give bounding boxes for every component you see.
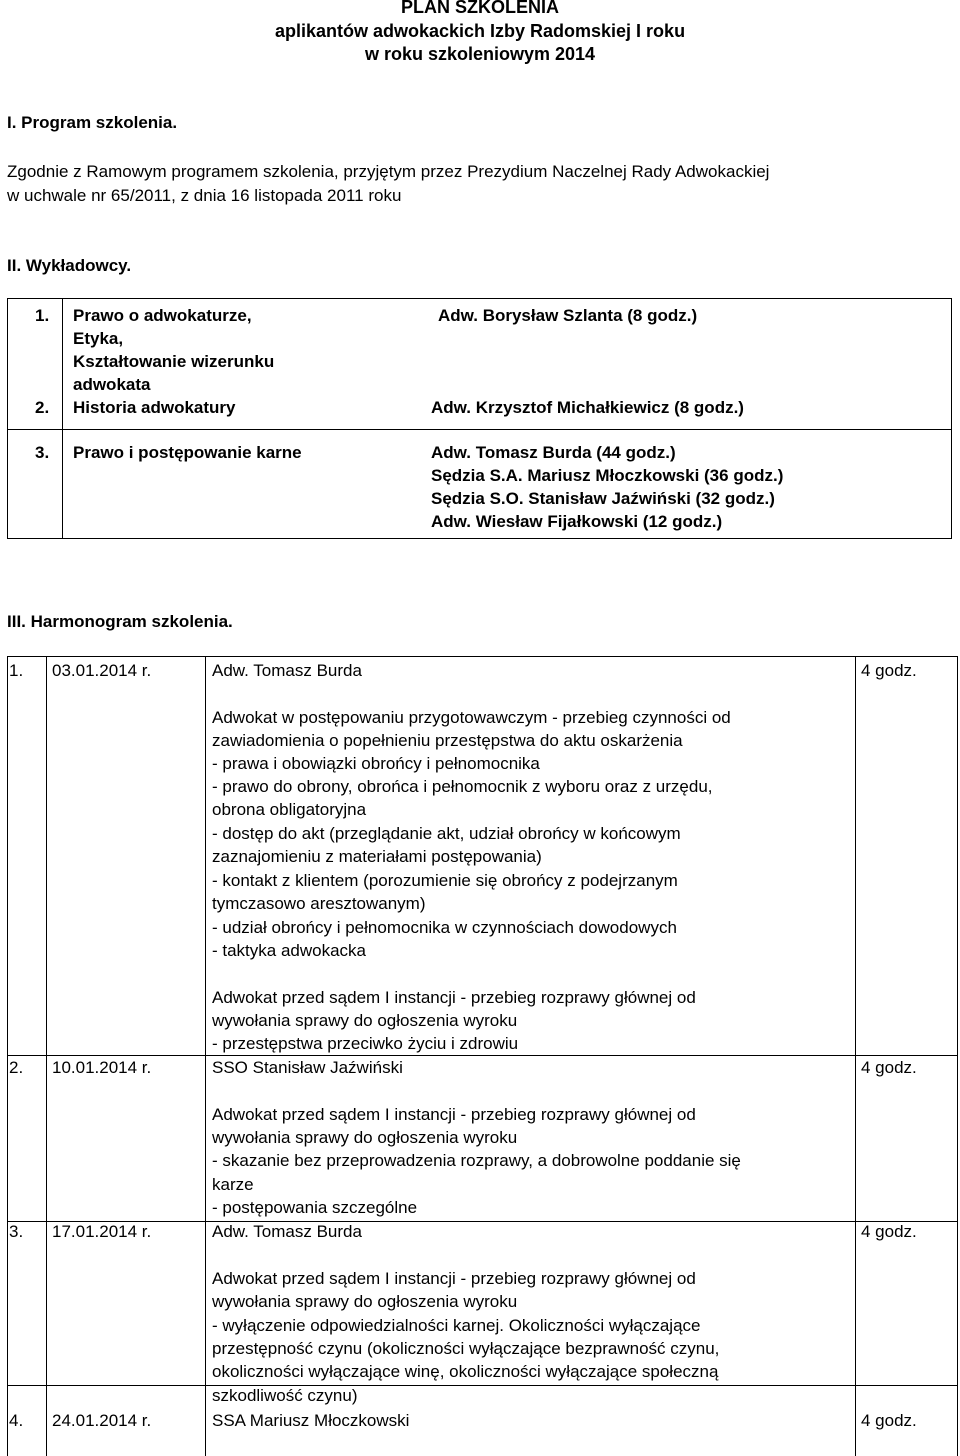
- schedule-col-divider: [855, 657, 856, 1456]
- schedule-col-divider: [205, 657, 206, 1456]
- document-subtitle-year: w roku szkoleniowym 2014: [364, 44, 596, 64]
- lecturer-subject-line: Prawo o adwokaturze,: [73, 306, 252, 325]
- schedule-topic-line: - przestępstwa przeciwko życiu i zdrowiu: [212, 1034, 519, 1053]
- lecturer-subject-line: Etyka,: [73, 329, 124, 348]
- lecturer-name: Adw. Wiesław Fijałkowski (12 godz.): [431, 512, 723, 531]
- lecturer-name: Adw. Borysław Szlanta (8 godz.): [438, 306, 698, 325]
- schedule-topic-line: okoliczności wyłączające winę, okoliczności wyłączające społeczną: [212, 1362, 719, 1381]
- lecturers-table: [7, 298, 952, 539]
- lecturer-name: Adw. Tomasz Burda (44 godz.): [431, 443, 676, 462]
- schedule-topic-line: - wyłączenie odpowiedzialności karnej. Okoliczności wyłączające: [212, 1316, 701, 1335]
- schedule-table: [7, 656, 958, 1456]
- schedule-lecturer: Adw. Tomasz Burda: [212, 661, 362, 680]
- section-schedule-heading: III. Harmonogram szkolenia.: [7, 612, 233, 631]
- schedule-topic-line: Adwokat przed sądem I instancji - przebieg rozprawy głównej od: [212, 1269, 696, 1288]
- lecturer-subject-line: Prawo i postępowanie karne: [73, 443, 302, 462]
- schedule-hours: 4 godz.: [861, 1222, 917, 1241]
- schedule-topic-line: - skazanie bez przeprowadzenia rozprawy, a dobrowolne poddanie się: [212, 1151, 741, 1170]
- lecturer-row-number: 2.: [35, 398, 50, 417]
- schedule-hours: 4 godz.: [861, 1058, 917, 1077]
- schedule-topic-line: Adwokat przed sądem I instancji - przebieg rozprawy głównej od: [212, 988, 696, 1007]
- schedule-date: 10.01.2014 r.: [52, 1058, 152, 1077]
- schedule-topic-line: - postępowania szczególne: [212, 1198, 418, 1217]
- schedule-topic-line: Adwokat przed sądem I instancji - przebieg rozprawy głównej od: [212, 1105, 696, 1124]
- schedule-lecturer: Adw. Tomasz Burda: [212, 1222, 362, 1241]
- section-program-heading: I. Program szkolenia.: [7, 113, 178, 132]
- lecturer-row-number: 1.: [35, 306, 50, 325]
- schedule-date: 17.01.2014 r.: [52, 1222, 152, 1241]
- schedule-topic-line: Adwokat w postępowaniu przygotowawczym - przebieg czynności od: [212, 708, 731, 727]
- schedule-row-number: 1.: [9, 661, 24, 680]
- schedule-topic-line: wywołania sprawy do ogłoszenia wyroku: [212, 1011, 518, 1030]
- schedule-topic-line: tymczasowo aresztowanym): [212, 894, 426, 913]
- schedule-date: 03.01.2014 r.: [52, 661, 152, 680]
- schedule-topic-line: zawiadomienia o popełnieniu przestępstwa do aktu oskarżenia: [212, 731, 683, 750]
- schedule-lecturer: SSA Mariusz Młoczkowski: [212, 1411, 410, 1430]
- schedule-topic-line: - prawa i obowiązki obrońcy i pełnomocnika: [212, 754, 540, 773]
- schedule-topic-line: - dostęp do akt (przeglądanie akt, udział obrońcy w końcowym: [212, 824, 681, 843]
- schedule-topic-line: - udział obrońcy i pełnomocnika w czynnościach dowodowych: [212, 918, 677, 937]
- schedule-topic-line: szkodliwość czynu): [212, 1386, 358, 1405]
- document-subtitle: aplikantów adwokackich Izby Radomskiej I roku: [274, 21, 686, 41]
- lecturer-subject-line: adwokata: [73, 375, 151, 394]
- schedule-hours: 4 godz.: [861, 1411, 917, 1430]
- schedule-row-number: 2.: [9, 1058, 24, 1077]
- lecturer-name: Adw. Krzysztof Michałkiewicz (8 godz.): [431, 398, 744, 417]
- schedule-row-number: 4.: [9, 1411, 24, 1430]
- schedule-topic-line: - taktyka adwokacka: [212, 941, 367, 960]
- schedule-topic-line: zaznajomieniu z materiałami postępowania): [212, 847, 542, 866]
- schedule-col-divider: [46, 657, 47, 1456]
- document-title: PLAN SZKOLENIA: [400, 0, 559, 17]
- intro-line-1: Zgodnie z Ramowym programem szkolenia, przyjętym przez Prezydium Naczelnej Rady Adwokackiej: [7, 162, 770, 181]
- lecturers-table-divider: [62, 299, 63, 538]
- schedule-topic-line: - prawo do obrony, obrońca i pełnomocnik z wyboru oraz z urzędu,: [212, 777, 713, 796]
- schedule-topic-line: wywołania sprawy do ogłoszenia wyroku: [212, 1128, 518, 1147]
- schedule-topic-line: karze: [212, 1175, 254, 1194]
- schedule-row-number: 3.: [9, 1222, 24, 1241]
- lecturer-subject-line: Historia adwokatury: [73, 398, 236, 417]
- schedule-topic-line: obrona obligatoryjna: [212, 800, 367, 819]
- schedule-lecturer: SSO Stanisław Jaźwiński: [212, 1058, 403, 1077]
- lecturers-table-row-divider: [8, 429, 951, 430]
- section-lecturers-heading: II. Wykładowcy.: [7, 256, 132, 275]
- schedule-row-divider: [8, 1385, 957, 1386]
- lecturer-row-number: 3.: [35, 443, 50, 462]
- lecturer-name: Sędzia S.O. Stanisław Jaźwiński (32 godz.): [431, 489, 775, 508]
- schedule-topic-line: wywołania sprawy do ogłoszenia wyroku: [212, 1292, 518, 1311]
- schedule-topic-line: przestępność czynu (okoliczności wyłączające bezprawność czynu,: [212, 1339, 720, 1358]
- schedule-date: 24.01.2014 r.: [52, 1411, 152, 1430]
- lecturer-name: Sędzia S.A. Mariusz Młoczkowski (36 godz.): [431, 466, 784, 485]
- intro-line-2: w uchwale nr 65/2011, z dnia 16 listopada 2011 roku: [7, 186, 402, 205]
- schedule-topic-line: - kontakt z klientem (porozumienie się obrońcy z podejrzanym: [212, 871, 678, 890]
- schedule-hours: 4 godz.: [861, 661, 917, 680]
- lecturer-subject-line: Kształtowanie wizerunku: [73, 352, 275, 371]
